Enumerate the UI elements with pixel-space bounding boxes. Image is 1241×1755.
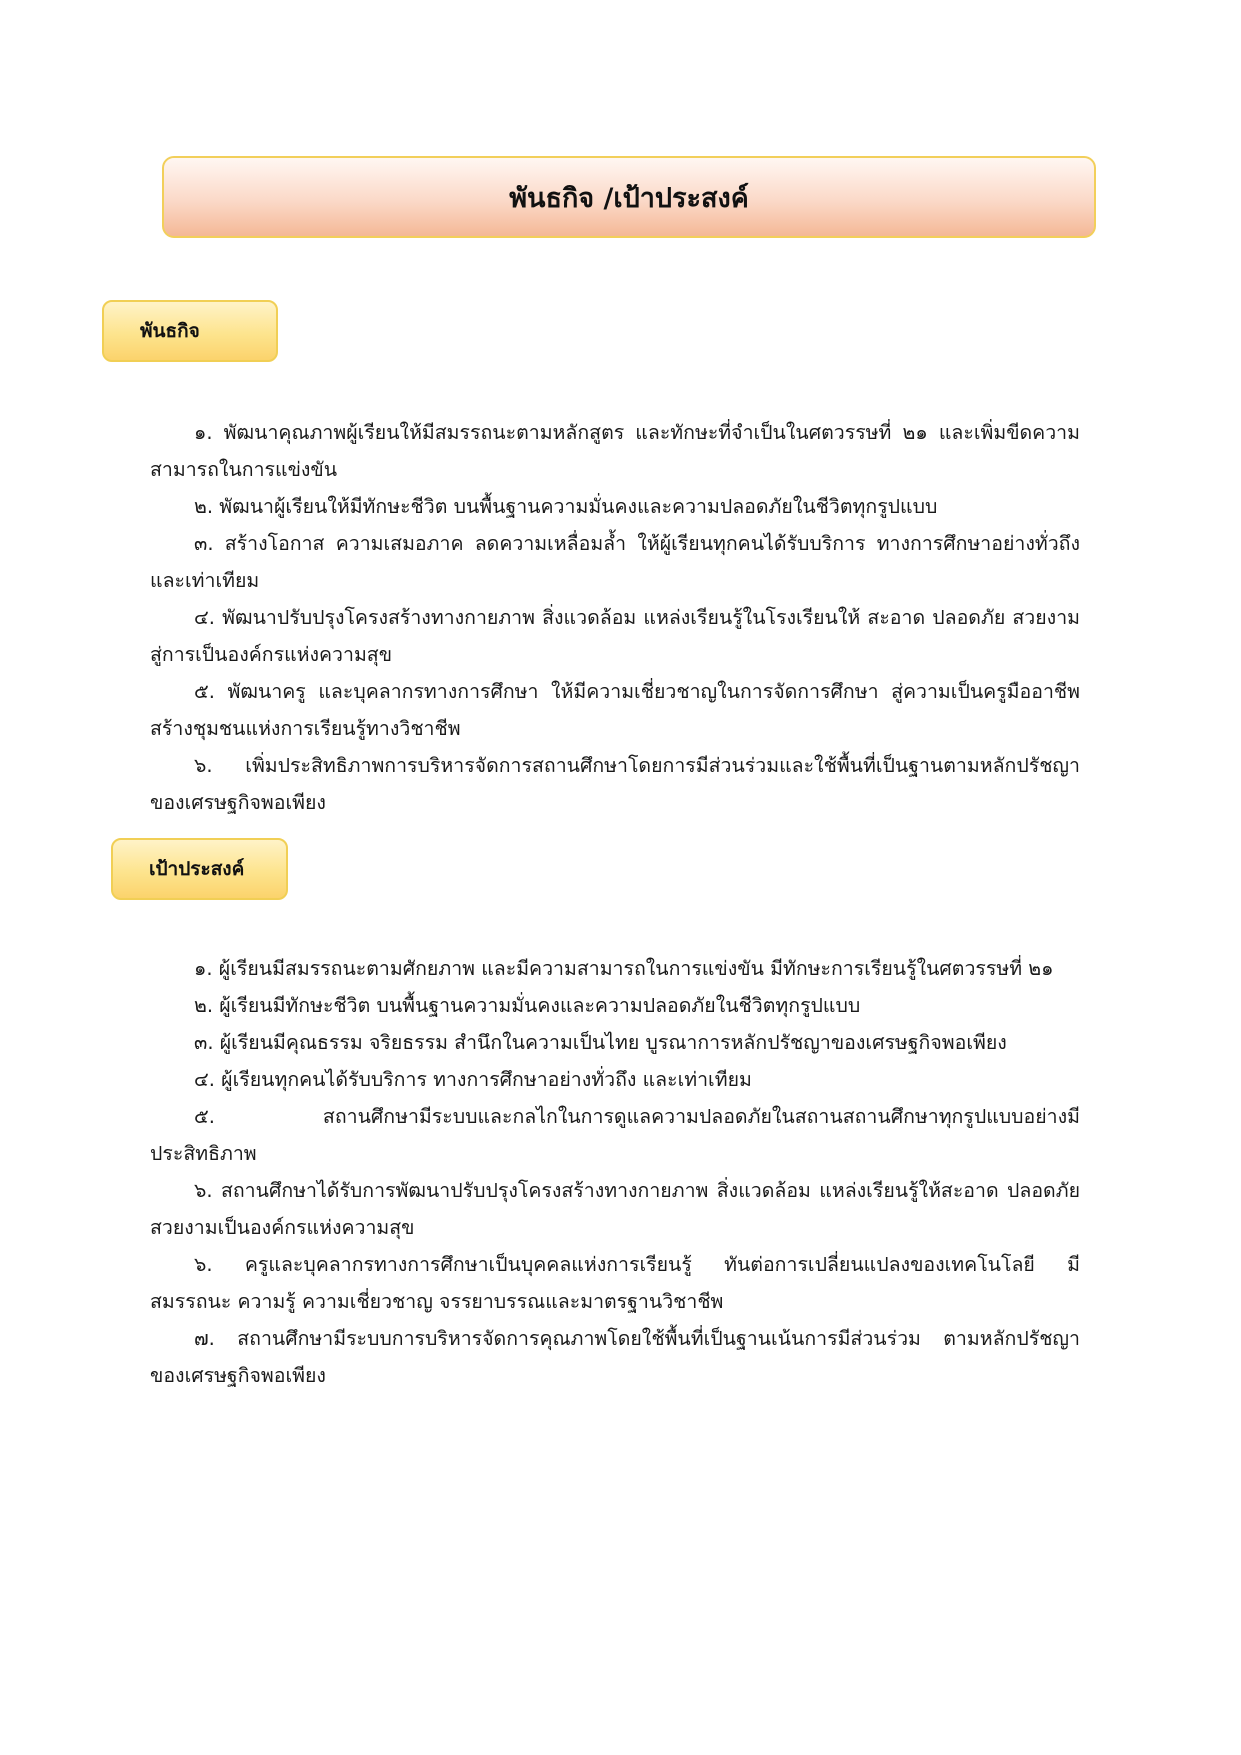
mission-item: ๔. พัฒนาปรับปรุงโครงสร้างทางกายภาพ สิ่งแวดล้อม แหล่งเรียนรู้ในโรงเรียนให้ สะอาด ปลอดภัย สวยงาม สู่การเป็นองค์กรแห่งความสุข — [150, 606, 1080, 666]
mission-item: ๖. เพิ่มประสิทธิภาพการบริหารจัดการสถานศึกษาโดยการมีส่วนร่วมและใช้พื้นที่เป็นฐานตามหลักปรัชญาของเศรษฐกิจพอเพียง — [150, 754, 1080, 814]
mission-item: ๕. พัฒนาครู และบุคลากรทางการศึกษา ให้มีความเชี่ยวชาญในการจัดการศึกษา สู่ความเป็นครูมืออาชีพ สร้างชุมชนแห่งการเรียนรู้ทางวิชาชีพ — [150, 680, 1080, 740]
mission-item: ๒. พัฒนาผู้เรียนให้มีทักษะชีวิต บนพื้นฐานความมั่นคงและความปลอดภัยในชีวิตทุกรูปแบบ — [194, 495, 938, 518]
goal-item: ๔. ผู้เรียนทุกคนได้รับบริการ ทางการศึกษาอย่างทั่วถึง และเท่าเทียม — [194, 1068, 752, 1091]
goal-item: ๗. สถานศึกษามีระบบการบริหารจัดการคุณภาพโดยใช้พื้นที่เป็นฐานเน้นการมีส่วนร่วม ตามหลักปรัชญาของเศรษฐกิจพอเพียง — [150, 1327, 1080, 1387]
mission-list — [150, 414, 1080, 821]
goals-list — [150, 950, 1080, 1394]
mission-heading: พันธกิจ — [140, 320, 200, 342]
goal-item: ๖. ครูและบุคลากรทางการศึกษาเป็นบุคคลแห่งการเรียนรู้ ทันต่อการเปลี่ยนแปลงของเทคโนโลยี มีสมรรถนะ ความรู้ ความเชี่ยวชาญ จรรยาบรรณและมาตรฐานวิชาชีพ — [150, 1253, 1080, 1313]
page-title-banner — [162, 156, 1096, 238]
page-title: พันธกิจ /เป้าประสงค์ — [509, 182, 749, 214]
goals-heading: เป้าประสงค์ — [149, 858, 245, 880]
mission-item: ๑. พัฒนาคุณภาพผู้เรียนให้มีสมรรถนะตามหลักสูตร และทักษะที่จำเป็นในศตวรรษที่ ๒๑ และเพิ่มขีดความสามารถในการแข่งขัน — [150, 421, 1080, 481]
goal-item: ๕. สถานศึกษามีระบบและกลไกในการดูแลความปลอดภัยในสถานสถานศึกษาทุกรูปแบบอย่างมีประสิทธิภาพ — [150, 1105, 1080, 1165]
goal-item: ๒. ผู้เรียนมีทักษะชีวิต บนพื้นฐานความมั่นคงและความปลอดภัยในชีวิตทุกรูปแบบ — [194, 994, 861, 1017]
goal-item: ๖. สถานศึกษาได้รับการพัฒนาปรับปรุงโครงสร้างทางกายภาพ สิ่งแวดล้อม แหล่งเรียนรู้ให้สะอาด ปลอดภัย สวยงามเป็นองค์กรแห่งความสุข — [150, 1179, 1080, 1239]
goal-item: ๓. ผู้เรียนมีคุณธรรม จริยธรรม สำนึกในความเป็นไทย บูรณาการหลักปรัชญาของเศรษฐกิจพอเพียง — [194, 1031, 1007, 1054]
mission-heading-tab — [102, 300, 278, 362]
goal-item: ๑. ผู้เรียนมีสมรรถนะตามศักยภาพ และมีความสามารถในการแข่งขัน มีทักษะการเรียนรู้ในศตวรรษที่ ๒๑ — [194, 957, 1054, 980]
mission-item: ๓. สร้างโอกาส ความเสมอภาค ลดความเหลื่อมล้ำ ให้ผู้เรียนทุกคนได้รับบริการ ทางการศึกษาอย่างทั่วถึง และเท่าเทียม — [150, 532, 1080, 592]
goals-heading-tab — [111, 838, 288, 900]
